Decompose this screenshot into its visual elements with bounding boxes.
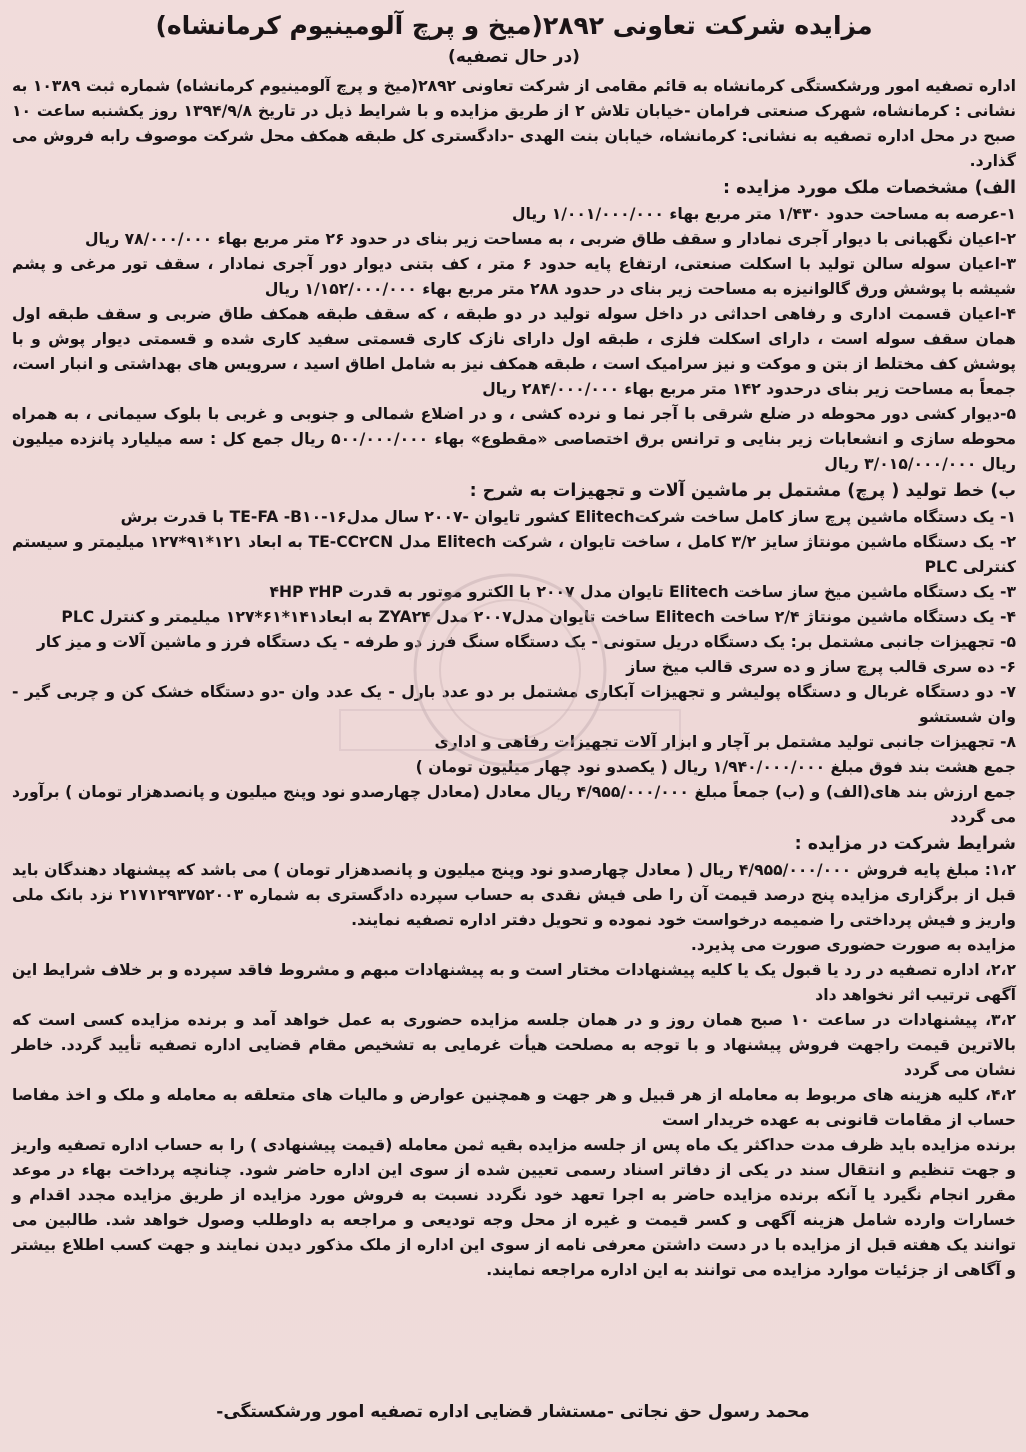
condition-item: ۲،۲، اداره تصفیه در رد یا قبول یک یا کلیه پیشنهادات مختار است و به پیشنهادات مبهم و مشروط فاقد سپرده و بر خلاف شرایط این آگهی ترتیب اثر نخواهد داد (12, 961, 1016, 1004)
section-b-item: ۸- تجهیزات جانبی تولید مشتمل بر آچار و ابزار آلات تجهیزات رفاهی و اداری (434, 733, 1016, 751)
section-b-heading: ب) خط تولید ( پرچ) مشتمل بر ماشین آلات و تجهیزات به شرح : (469, 481, 1016, 501)
grand-total: جمع ارزش بند های(الف) و (ب) جمعاً مبلغ ۴/۹۵۵/۰۰۰/۰۰۰ ریال معادل (معادل چهارصدو نود وپنج میلیون و پانصدهزار تومان ) برآورد می گردد (12, 783, 1016, 826)
section-b-item: ۷- دو دستگاه غربال و دستگاه پولیشر و تجهیزات آبکاری مشتمل بر دو عدد بارل - یک عدد وان -دو دستگاه خشک کن و چربی گیر - وان شستشو (12, 683, 1016, 726)
section-a-item: ۴-اعیان قسمت اداری و رفاهی احداثی در داخل سوله تولید در دو طبقه ، که سقف طبقه همکف طاق ضربی و سقف طبقه اول همان سقف سوله است ، دارای اسکلت فلزی ، طبقه اول دارای نازک کاری قسمتی سفید کاری شده و قسمتی دیوار پوش و با پوشش کف مختلط از بتن و موکت و نیز سرامیک است ، طبقه همکف نیز به شامل اطاق اسید ، سرویس های بهداشتی و انبار است، جمعاً به مساحت زیر بنای درحدود ۱۴۲ متر مربع بهاء ۲۸۴/۰۰۰/۰۰۰ ریال (12, 305, 1016, 398)
section-b-item: ۴- یک دستگاه ماشین مونتاژ ۲/۴ ساخت Elitech ساخت تایوان مدل۲۰۰۷ مدل ZYA۲۴ به ابعاد۱۴۱*۶۱*۱۲۷ میلیمتر و کنترل PLC (61, 608, 1016, 626)
intro-paragraph: اداره تصفیه امور ورشکستگی کرمانشاه به قائم مقامی از شرکت تعاونی ۲۸۹۲(میخ و پرچ آلومینیوم کرمانشاه) شماره ثبت ۱۰۳۸۹ به نشانی : کرمانشاه، شهرک صنعتی فرامان -خیابان تلاش ۲ از طریق مزایده و با شرایط ذیل در تاریخ ۱۳۹۴/۹/۸ روز یکشنبه ساعت ۱۰ صبح در محل اداره تصفیه به نشانی: کرمانشاه، خیابان بنت الهدی -دادگستری کل طبقه همکف محل شرکت موصوف رابه فروش می گذارد. (12, 77, 1016, 170)
condition-item: ۱،۲: مبلغ پایه فروش ۴/۹۵۵/۰۰۰/۰۰۰ ریال ( معادل چهارصدو نود وپنج میلیون و پانصدهزار تومان ) می باشد که پیشنهاد دهندگان باید قبل از برگزاری مزایده پنج درصد قیمت آن را طی فیش نقدی به حساب سپرده دادگستری به شماره ۲۱۷۱۲۹۳۷۵۲۰۰۳ نزد بانک ملی واریز و فیش پرداختی را ضمیمه درخواست خود نموده و تحویل دفتر اداره تصفیه نمایند. (12, 861, 1016, 929)
condition-item: ۴،۲، کلیه هزینه های مربوط به معامله از هر قبیل و هر جهت و همچنین عوارض و مالیات های متعلقه به معامله و ملک و اخذ مفاصا حساب از مقامات قانونی به عهده خریدار است (12, 1086, 1016, 1129)
section-c-heading: شرایط شرکت در مزایده : (794, 834, 1016, 854)
condition-item: ۳،۲، پیشنهادات در ساعت ۱۰ صبح همان روز و در همان جلسه مزایده حضوری به عمل خواهد آمد و برنده مزایده کسی است که بالاترین قیمت راجهت فروش پیشنهاد و با توجه به مصلحت هیأت غرمایی به تشخیص مقام قضایی اداره تصفیه تأیید گردد. خاطر نشان می گردد (12, 1011, 1017, 1079)
section-a-item: ۳-اعیان سوله سالن تولید با اسکلت صنعتی، ارتفاع پایه حدود ۶ متر ، کف بتنی دیوار دور آجری نمادار ، سقف تور مرغی و پشم شیشه با پوشش ورق گالوانیزه به مساحت زیر بنای در حدود ۲۸۸ متر مربع بهاء ۱/۱۵۲/۰۰۰/۰۰۰ ریال (12, 255, 1017, 298)
notice-title: مزایده شرکت تعاونی ۲۸۹۲(میخ و پرچ آلومینیوم کرمانشاه) (155, 11, 873, 40)
section-b-item: ۳- یک دستگاه ماشین میخ ساز ساخت Elitech تایوان مدل ۲۰۰۷ با الکترو موتور به قدرت ۴HP ۳HP (269, 583, 1016, 601)
condition-item: برنده مزایده باید ظرف مدت حداکثر یک ماه پس از جلسه مزایده بقیه ثمن معامله (قیمت پیشنهادی ) را به حساب اداره تصفیه واریز و جهت تنظیم و انتقال سند در یکی از دفاتر اسناد رسمی تعیین شده از سوی این اداره حاضر شود. چنانچه پرداخت بهاء در موعد مقرر انجام نگیرد یا آنکه برنده مزایده حاضر به اجرا تعهد خود نگردد نسبت به فروش مورد مزایده از طریق مزایده مجدد اقدام و خسارات وارده شامل هزینه آگهی و کسر قیمت و غیره از محل وجه تودیعی و مراجعه به داوطلب وصول خواهد شد. طالبین می توانند یک هفته قبل از مزایده با در دست داشتن معرفی نامه از سوی این اداره از ملک مذکور دیدن نمایند و جهت کسب اطلاع بیشتر و آگاهی از جزئیات موارد مزایده می توانند به این اداره مراجعه نمایند. (12, 1136, 1016, 1279)
section-b-item: ۱- یک دستگاه ماشین پرچ ساز کامل ساخت شرکتElitech کشور تایوان -۲۰۰۷ سال مدل۱۶-TE-FA -B۱۰ با قدرت برش (120, 508, 1016, 526)
signature-line: محمد رسول حق نجاتی -مستشار قضایی اداره تصفیه امور ورشکستگی- (216, 1402, 810, 1422)
section-b-item: ۵- تجهیزات جانبی مشتمل بر: یک دستگاه دریل ستونی - یک دستگاه سنگ فرز دو طرفه - یک دستگاه فرز و ماشین آلات و میز کار (36, 633, 1016, 651)
section-a-item: ۱-عرصه به مساحت حدود ۱/۴۳۰ متر مربع بهاء ۱/۰۰۱/۰۰۰/۰۰۰ ریال (512, 205, 1016, 223)
condition-item: مزایده به صورت حضوری صورت می پذیرد. (690, 936, 1016, 954)
notice-subtitle: (در حال تصفیه) (448, 47, 580, 67)
section-b-item: ۲- یک دستگاه ماشین مونتاژ سایز ۳/۲ کامل ، ساخت تایوان ، شرکت Elitech مدل TE-CC۲CN به ابعاد ۱۲۱*۹۱*۱۲۷ میلیمتر و سیستم کنترلی PLC (12, 533, 1016, 576)
section-b-total: جمع هشت بند فوق مبلغ ۱/۹۴۰/۰۰۰/۰۰۰ ریال ( یکصدو نود چهار میلیون تومان ) (415, 758, 1016, 776)
section-a-heading: الف) مشخصات ملک مورد مزایده : (722, 178, 1016, 198)
section-a-item: ۲-اعیان نگهبانی با دیوار آجری نمادار و سقف طاق ضربی ، به مساحت زیر بنای در حدود ۲۶ متر مربع بهاء ۷۸/۰۰۰/۰۰۰ ریال (84, 230, 1016, 248)
section-a-item: ۵-دیوار کشی دور محوطه در ضلع شرقی با آجر نما و نرده کشی ، و در اضلاع شمالی و جنوبی و غربی با بلوک سیمانی ، به همراه محوطه سازی و انشعابات زیر بنایی و ترانس برق اختصاصی «مقطوع» بهاء ۵۰۰/۰۰۰/۰۰۰ ریال جمع کل : سه میلیارد پانزده میلیون ریال ۳/۰۱۵/۰۰۰/۰۰۰ ریال (12, 405, 1017, 473)
section-b-item: ۶- ده سری قالب پرچ ساز و ده سری قالب میخ ساز (626, 658, 1016, 676)
